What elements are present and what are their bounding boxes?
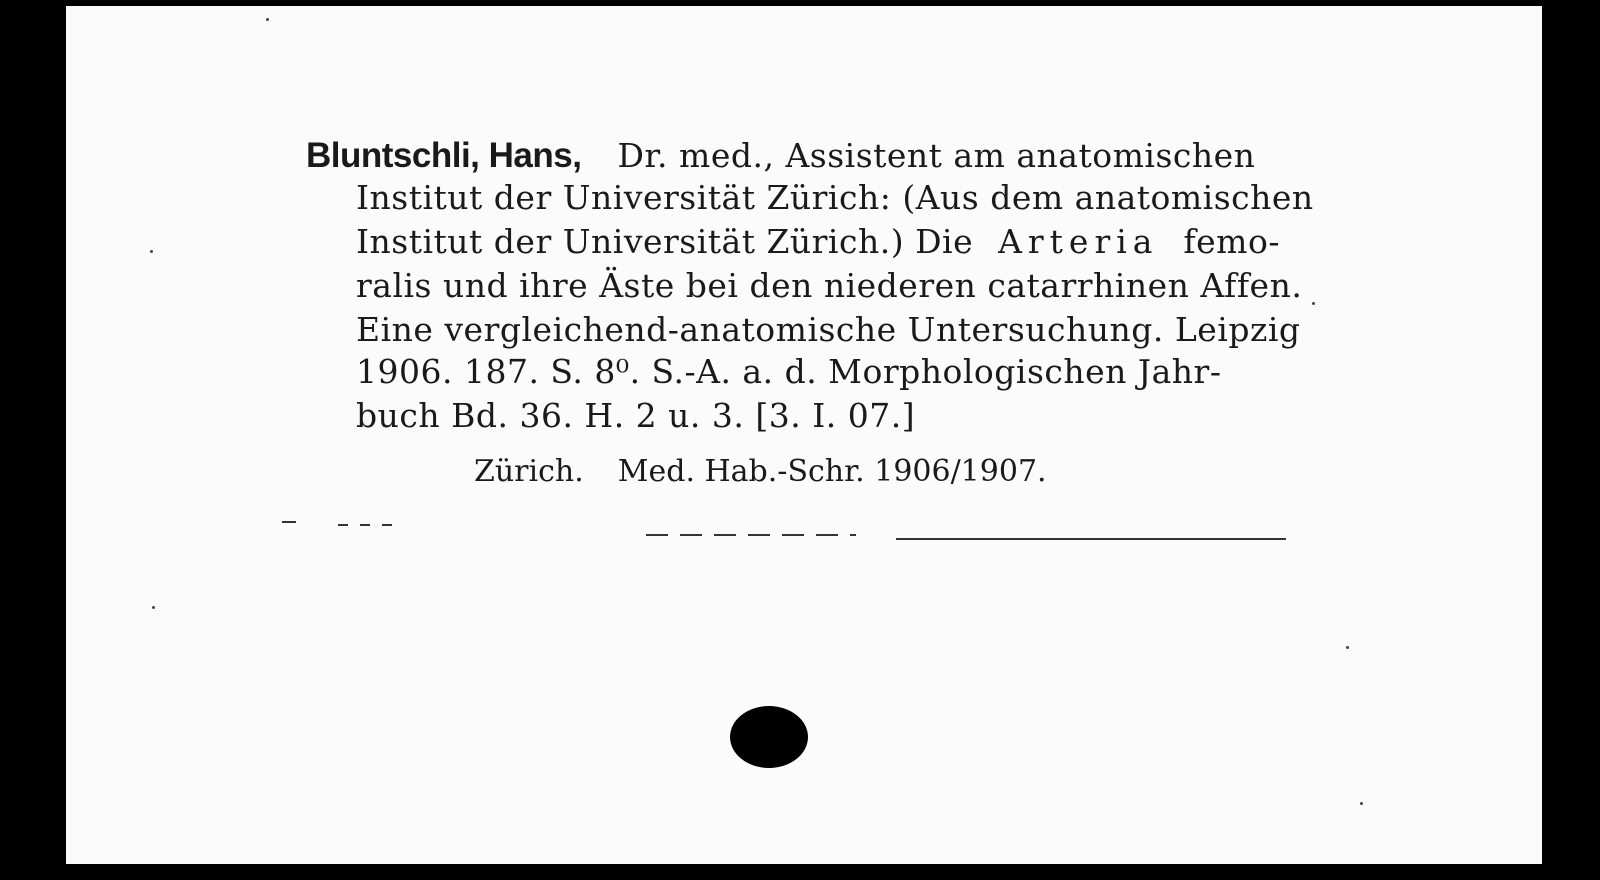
entry-line-5: Eine vergleichend-anatomische Untersuchung. Leipzig xyxy=(356,310,1301,349)
scan-speck xyxy=(1312,302,1315,305)
entry-line-6: 1906. 187. S. 8⁰. S.-A. a. d. Morphologischen Jahr- xyxy=(356,352,1222,391)
scan-speck xyxy=(1346,646,1349,649)
catalog-card xyxy=(66,6,1544,864)
title-emphasis: Arteria xyxy=(998,222,1159,261)
entry-line-1 xyxy=(306,136,1284,176)
divider-rule xyxy=(896,538,1286,540)
divider-rule xyxy=(282,521,296,523)
scan-speck xyxy=(1360,802,1363,805)
scan-border xyxy=(1542,0,1600,880)
scan-speck xyxy=(266,18,269,21)
scan-speck xyxy=(152,606,155,609)
dissertation-note xyxy=(474,454,1047,489)
entry-line-3-end: femo- xyxy=(1183,222,1280,261)
entry-line-3-text: Institut der Universität Zürich.) Die xyxy=(356,222,974,261)
author-description: Dr. med., Assistent am anatomischen xyxy=(617,136,1256,175)
scan-speck xyxy=(150,250,153,253)
punch-hole xyxy=(730,706,808,768)
note-place: Zürich. xyxy=(474,454,584,489)
author-name: Bluntschli, Hans, xyxy=(306,136,582,175)
divider-rule xyxy=(646,534,856,536)
entry-line-2: Institut der Universität Zürich: (Aus dem anatomischen xyxy=(356,178,1314,217)
entry-line-4: ralis und ihre Äste bei den niederen catarrhinen Affen. xyxy=(356,266,1303,305)
entry-line-3 xyxy=(356,222,1280,261)
entry-line-7: buch Bd. 36. H. 2 u. 3. [3. I. 07.] xyxy=(356,396,916,435)
note-type: Med. Hab.-Schr. 1906/1907. xyxy=(617,454,1047,489)
divider-rule xyxy=(338,524,398,526)
